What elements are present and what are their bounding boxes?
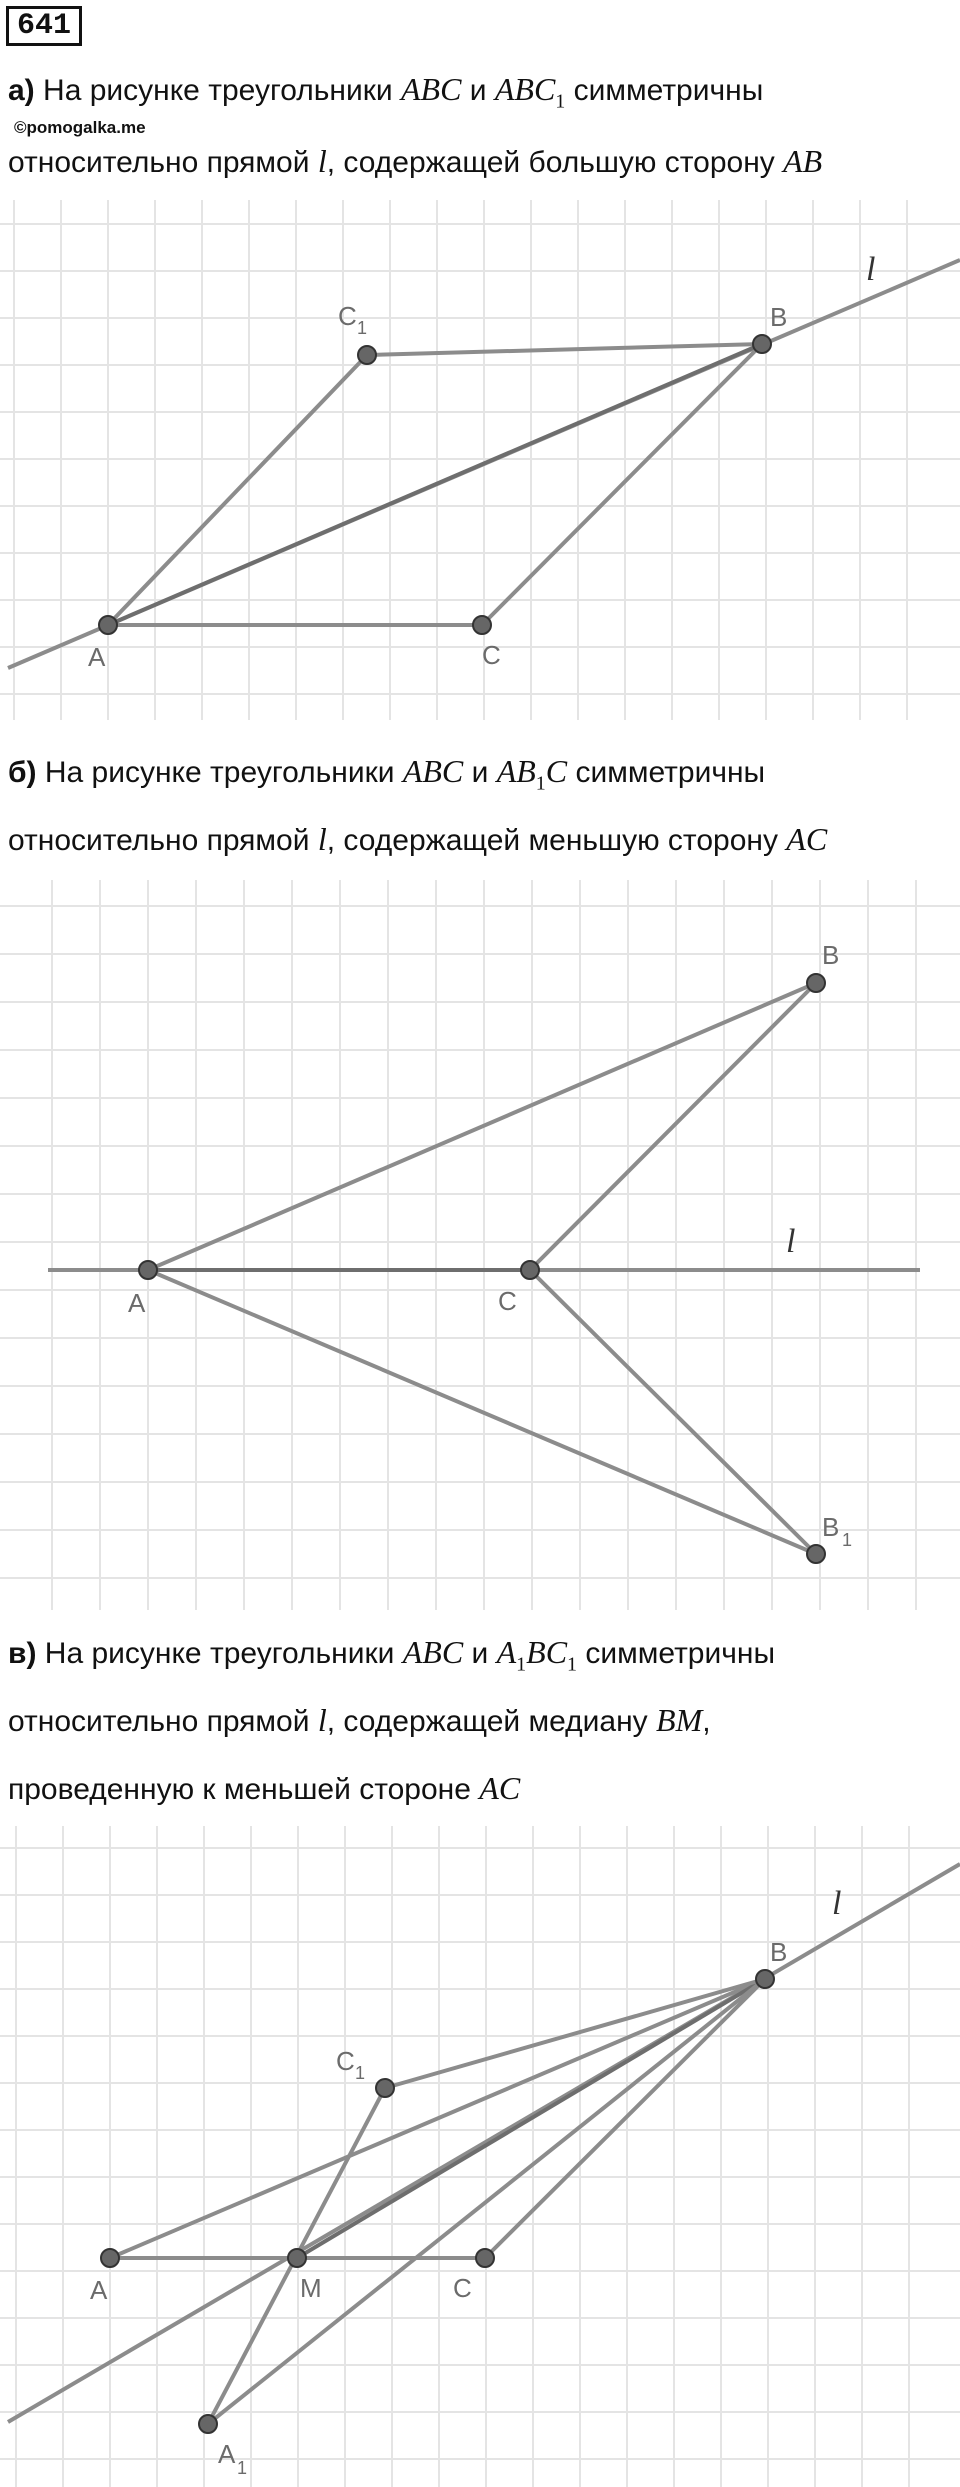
watermark: ©pomogalka.me: [14, 118, 146, 137]
point-a: [99, 616, 117, 634]
label-c1: C: [336, 2046, 355, 2076]
figure-a: [0, 200, 960, 720]
label-b1-sub: 1: [842, 1530, 853, 1550]
point-b: [756, 1970, 774, 1988]
label-line-l: l: [832, 1885, 842, 1922]
text: относительно прямой: [8, 1705, 318, 1738]
label-line-l: l: [866, 251, 876, 288]
text: симметричны: [577, 1637, 776, 1670]
label-c: C: [482, 640, 501, 670]
label-c1-sub: 1: [355, 2063, 366, 2083]
math-sub: 1: [555, 90, 566, 113]
label-b: B: [822, 940, 840, 970]
label-b1: B: [822, 1512, 840, 1542]
text: симметричны: [565, 74, 764, 107]
point-c1: [358, 346, 376, 364]
text: относительно прямой: [8, 824, 318, 857]
text: относительно прямой: [8, 146, 318, 179]
math-main: A: [496, 1634, 517, 1670]
math: [494, 71, 566, 113]
segment-cb1: [530, 1270, 816, 1554]
math: AC: [786, 821, 828, 857]
label-c: C: [453, 2273, 472, 2303]
figure-b: [0, 880, 960, 1610]
text: и: [463, 756, 497, 789]
grid: [0, 200, 960, 720]
label-a1: A: [218, 2439, 236, 2469]
part-c-statement-line2: [8, 1701, 711, 1741]
part-a-statement-line1: [8, 70, 763, 120]
problem-number: 641: [6, 6, 82, 46]
label-a: A: [88, 642, 106, 672]
figure-c: [0, 1826, 960, 2487]
label-a: A: [128, 1288, 146, 1318]
point-m: [288, 2249, 306, 2267]
point-b1: [807, 1545, 825, 1563]
math: l: [317, 143, 327, 179]
part-a-statement-line2: [8, 142, 822, 182]
segment-ab: [108, 344, 762, 625]
part-c-label: в): [8, 1637, 37, 1670]
point-b: [753, 335, 771, 353]
math: ABC: [402, 753, 464, 789]
text: На рисунке треугольники: [36, 1637, 403, 1670]
math: ABC: [400, 71, 462, 107]
point-a: [101, 2249, 119, 2267]
part-a-label: а): [8, 74, 35, 107]
part-c-statement-line3: [8, 1769, 520, 1809]
label-b: B: [770, 302, 788, 332]
text: и: [463, 1637, 497, 1670]
part-b-statement-line1: [8, 752, 765, 802]
segment-bc1: [367, 344, 762, 355]
math: AB: [783, 143, 823, 179]
math-sub: 1: [567, 1653, 578, 1676]
text: симметричны: [567, 756, 766, 789]
segment-ab1: [148, 1270, 816, 1554]
label-c1-sub: 1: [357, 318, 368, 338]
math-main: C: [545, 753, 568, 789]
part-c-statement-line1: [8, 1633, 775, 1683]
text: На рисунке треугольники: [36, 756, 403, 789]
grid: [0, 1826, 960, 2487]
segment-ab: [148, 983, 816, 1270]
math: l: [317, 821, 327, 857]
text: На рисунке треугольники: [34, 74, 401, 107]
math: l: [317, 1702, 327, 1738]
point-a1: [199, 2415, 217, 2433]
part-b-statement-line2: [8, 820, 827, 860]
text: , содержащей большую сторону: [326, 146, 784, 179]
segment-ac1: [108, 355, 367, 625]
math-sub: 1: [516, 1653, 527, 1676]
text: , содержащей медиану: [326, 1705, 657, 1738]
math-sub: 1: [535, 772, 546, 795]
point-b: [807, 974, 825, 992]
text: , содержащей меньшую сторону: [326, 824, 787, 857]
math: [496, 753, 568, 795]
math-main: ABC: [494, 71, 556, 107]
point-c: [521, 1261, 539, 1279]
label-a1-sub: 1: [237, 2458, 248, 2478]
math-main: AB: [496, 753, 536, 789]
label-m: M: [300, 2273, 322, 2303]
math: AC: [479, 1770, 521, 1806]
label-b: B: [770, 1937, 788, 1967]
math: ABC: [402, 1634, 464, 1670]
text: ,: [702, 1705, 711, 1738]
line-l: [8, 1864, 960, 2422]
math: [496, 1634, 578, 1676]
math-main: BC: [526, 1634, 568, 1670]
text: и: [461, 74, 495, 107]
point-c1: [376, 2079, 394, 2097]
label-a: A: [90, 2275, 108, 2305]
point-c: [476, 2249, 494, 2267]
segment-cb: [530, 983, 816, 1270]
point-c: [473, 616, 491, 634]
label-c: C: [498, 1286, 517, 1316]
part-b-label: б): [8, 756, 37, 789]
segment-ab: [110, 1979, 765, 2258]
label-c1: C: [338, 301, 357, 331]
label-line-l: l: [786, 1223, 796, 1260]
point-a: [139, 1261, 157, 1279]
text: проведенную к меньшей стороне: [8, 1773, 480, 1806]
math: BM: [656, 1702, 703, 1738]
